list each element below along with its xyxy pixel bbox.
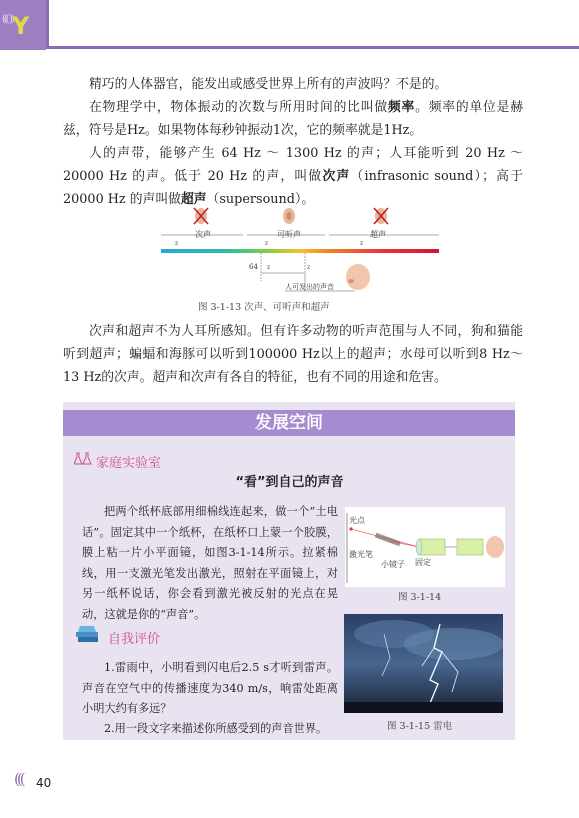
fixed-label: 固定 [415, 558, 431, 567]
section-title: 发展空间 [255, 413, 323, 433]
term-frequency: 频率 [387, 100, 416, 115]
voice-range-label: 人可发出的声音 [285, 283, 334, 291]
paragraph-2 [63, 96, 523, 142]
experiment-text: 把两个纸杯底部用细棉线连起来，做一个“土电话”。固定其中一个纸杯，在纸杯口上蒙一个胶膜，膜上粘一片小平面镜，如图3-1-14所示。拉紧棉线，用一支激光笔发出激光，照射在平面镜上，对另一纸杯说话，你会看到激光被反射的光点在晃动，这就是你的“声音”。 [82, 505, 338, 621]
tick-label: z [360, 240, 364, 247]
ear-icon [283, 208, 295, 224]
paragraph-2-text-b: 。频率的单位是赫兹，符号是Hz。如果物体每秒钟振动1次，它的频率就是1Hz。 [63, 100, 524, 138]
ear-crossed-icon [374, 208, 388, 224]
tick-label: z [265, 240, 269, 247]
label-ultrasound: 超声 [370, 230, 386, 239]
tick-label: z [307, 264, 311, 271]
ear-crossed-icon [194, 208, 208, 224]
tick-label-64: 64 [249, 263, 258, 271]
header-divider [46, 0, 49, 49]
term-infrasound: 次声 [322, 169, 351, 184]
paragraph-3-text-b: （infrasonic sound）；高于 20000 Hz 的声叫做 [63, 169, 524, 207]
string-phone-diagram [345, 507, 505, 587]
chapter-letter: Y [12, 12, 30, 40]
flask-icon [74, 452, 94, 470]
home-lab-title: 家庭实验室 [96, 456, 162, 471]
section-band [63, 410, 515, 436]
figure-caption: 图 3-1-14 [398, 592, 442, 603]
paragraph-3-text-c: （supersound）。 [206, 192, 315, 207]
label-audible: 可听声 [277, 230, 301, 239]
paragraph-1-text: 精巧的人体器官，能发出或感受世界上所有的声波吗？不是的。 [89, 77, 448, 92]
paragraph-4-text: 次声和超声不为人耳所感知。但有许多动物的听声范围与人不同，狗和猫能听到超声；蝙蝠和海豚可以听到100000 Hz以上的超声；水母可以听到8 Hz～13 Hz的次声。超声和次声有各自的特征，也有不同的用途和危害。 [63, 324, 523, 385]
paragraph-3-text-a: 人的声带，能够产生 64 Hz ～ 1300 Hz 的声；人耳能听到 20 Hz ～ 20000 Hz 的声。低于 20 Hz 的声，叫做 [63, 146, 523, 184]
light-spot-label: 光点 [349, 516, 365, 525]
laser-pen-label: 激光笔 [349, 550, 373, 559]
paragraph-3 [63, 142, 523, 211]
books-icon [74, 624, 100, 644]
paper-cup-icon [416, 539, 445, 555]
header-rule [46, 46, 579, 49]
sound-range-diagram [155, 205, 445, 297]
chapter-tab [0, 0, 46, 50]
paragraph-4 [63, 320, 523, 389]
figure-caption: 图 3-1-15 雷电 [387, 721, 453, 732]
paper-cup-icon [457, 539, 483, 555]
page-header [0, 0, 579, 50]
experiment-title: “看”到自己的声音 [235, 475, 344, 490]
label-infrasound: 次声 [195, 230, 211, 239]
page-number: 40 [36, 776, 52, 790]
paragraph-2-text-a: 在物理学中，物体振动的次数与所用时间的比叫做 [89, 100, 388, 115]
paragraph-1 [63, 73, 523, 96]
tick-label: z [175, 240, 179, 247]
lightning-photo [344, 614, 503, 713]
question-2: 2.用一段文字来描述你所感受到的声音世界。 [104, 722, 328, 735]
figure-caption: 图 3-1-13 次声、可听声和超声 [198, 302, 330, 313]
mirror-label: 小镜子 [381, 560, 405, 569]
term-ultrasound: 超声 [180, 192, 207, 207]
face-icon [486, 536, 504, 558]
sound-waves-icon: ((( [14, 770, 23, 788]
self-assessment-title: 自我评价 [108, 632, 161, 647]
tick-label: z [267, 264, 271, 271]
frequency-spectrum-bar [161, 249, 439, 253]
sound-waves-icon: ((( )) [2, 14, 13, 25]
question-1: 1.雷雨中，小明看到闪电后2.5 s才听到雷声。声音在空气中的传播速度为340 m/s，响雷处距离小明大约有多远？ [82, 661, 338, 715]
face-icon [346, 264, 370, 290]
